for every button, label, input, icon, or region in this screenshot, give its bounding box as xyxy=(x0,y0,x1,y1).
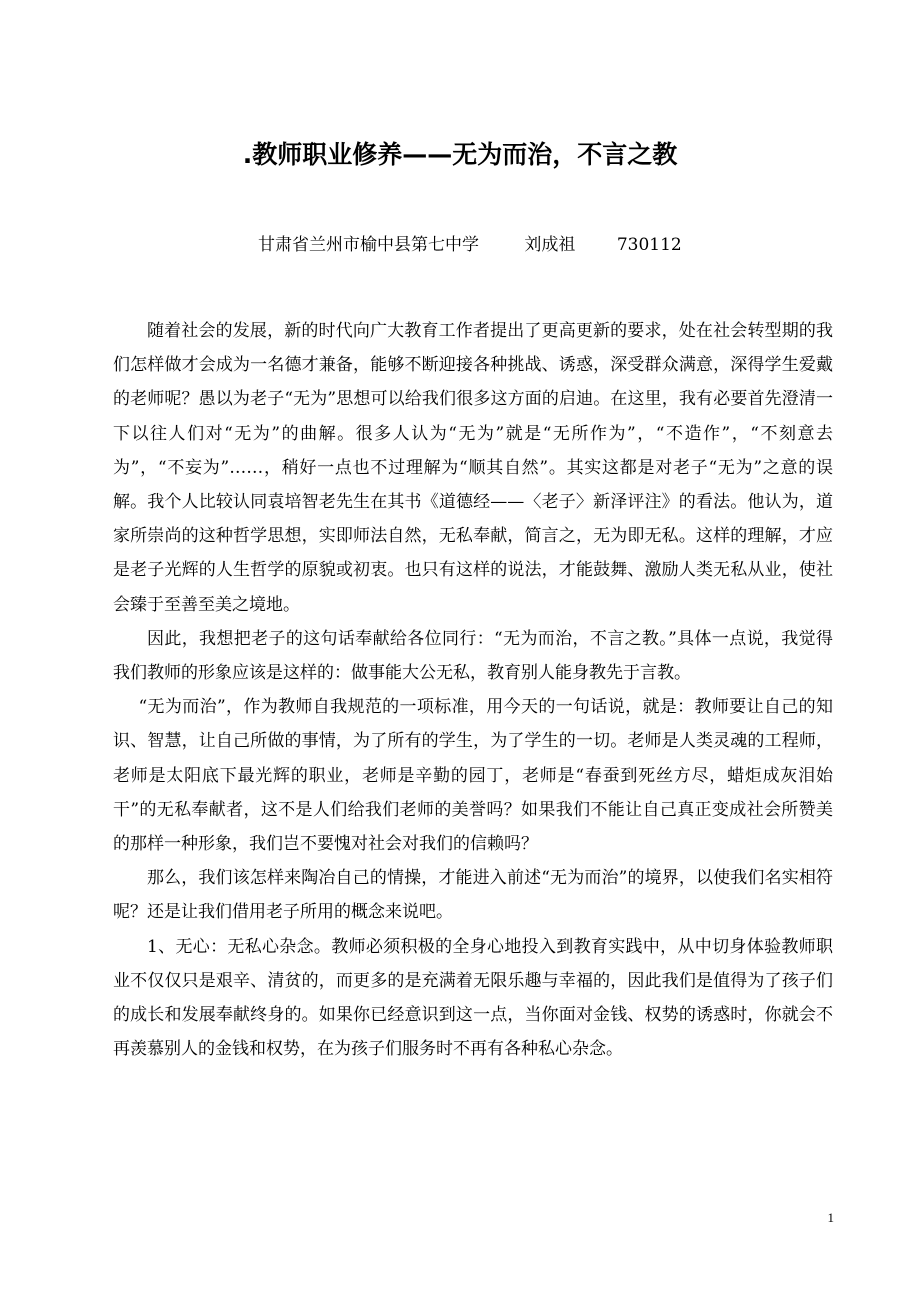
paragraph-dedication: 因此，我想把老子的这句话奉献给各位同行：“无为而治，不言之教。”具体一点说，我觉得我们教师的形象应该是这样的：做事能大公无私，教育别人能身教先于言教。 xyxy=(113,628,833,684)
paragraph-wuwei-erzhi: “无为而治”，作为教师自我规范的一项标准，用今天的一句话说，就是：教师要让自己的知识、智慧，让自己所做的事情，为了所有的学生，为了学生的一切。老师是人类灵魂的工程师，老师是太阳底下最光辉的职业，老师是辛勤的园丁，老师是“春蚕到死丝方尽，蜡炬成灰泪始干”的无私奉献者，这不是人们给我们老师的美誉吗？如果我们不能让自己真正变成社会所赞美的那样一种形象，我们岂不要愧对社会对我们的信赖吗？ xyxy=(113,697,833,855)
byline xyxy=(258,232,682,258)
page-title: .教师职业修养——无为而治，不言之教 xyxy=(242,140,678,169)
page-number: 1 xyxy=(827,1210,834,1225)
author-postcode: 730112 xyxy=(616,235,682,255)
paragraph-intro: 随着社会的发展，新的时代向广大教育工作者提出了更高更新的要求，处在社会转型期的我们怎样做才会成为一名德才兼备，能够不断迎接各种挑战、诱惑，深受群众满意，深得学生爱戴的老师呢？愚以为老子“无为”思想可以给我们很多这方面的启迪。在这里，我有必要首先澄清一下以往人们对“无为”的曲解。很多人认为“无为”就是“无所作为”，“不造作”，“不刻意去为”，“不妄为”……，稍好一点也不过理解为“顺其自然”。其实这都是对老子“无为”之意的误解。我个人比较认同袁培智老先生在其书《道德经——〈老子〉新泽评注》的看法。他认为，道家所崇尚的这种哲学思想，实即师法自然，无私奉献，简言之，无为即无私。这样的理解，才应是老子光辉的人生哲学的原貌或初衷。也只有这样的说法，才能鼓舞、激励人类无私从业，使社会臻于至善至美之境地。 xyxy=(113,321,833,615)
author-school: 甘肃省兰州市榆中县第七中学 xyxy=(258,235,479,255)
author-name: 刘成祖 xyxy=(524,235,576,255)
body-text xyxy=(113,314,833,1066)
paragraph-wuxin: 1、无心：无私心杂念。教师必须积极的全身心地投入到教育实践中，从中切身体验教师职业不仅仅只是艰辛、清贫的，而更多的是充满着无限乐趣与幸福的，因此我们是值得为了孩子们的成长和发展奉献终身的。如果你已经意识到这一点，当你面对金钱、权势的诱惑时，你就会不再羡慕别人的金钱和权势，在为孩子们服务时不再有各种私心杂念。 xyxy=(113,936,833,1060)
paragraph-cultivation: 那么，我们该怎样来陶冶自己的情操，才能进入前述“无为而治”的境界，以使我们名实相符呢？还是让我们借用老子所用的概念来说吧。 xyxy=(113,868,833,923)
